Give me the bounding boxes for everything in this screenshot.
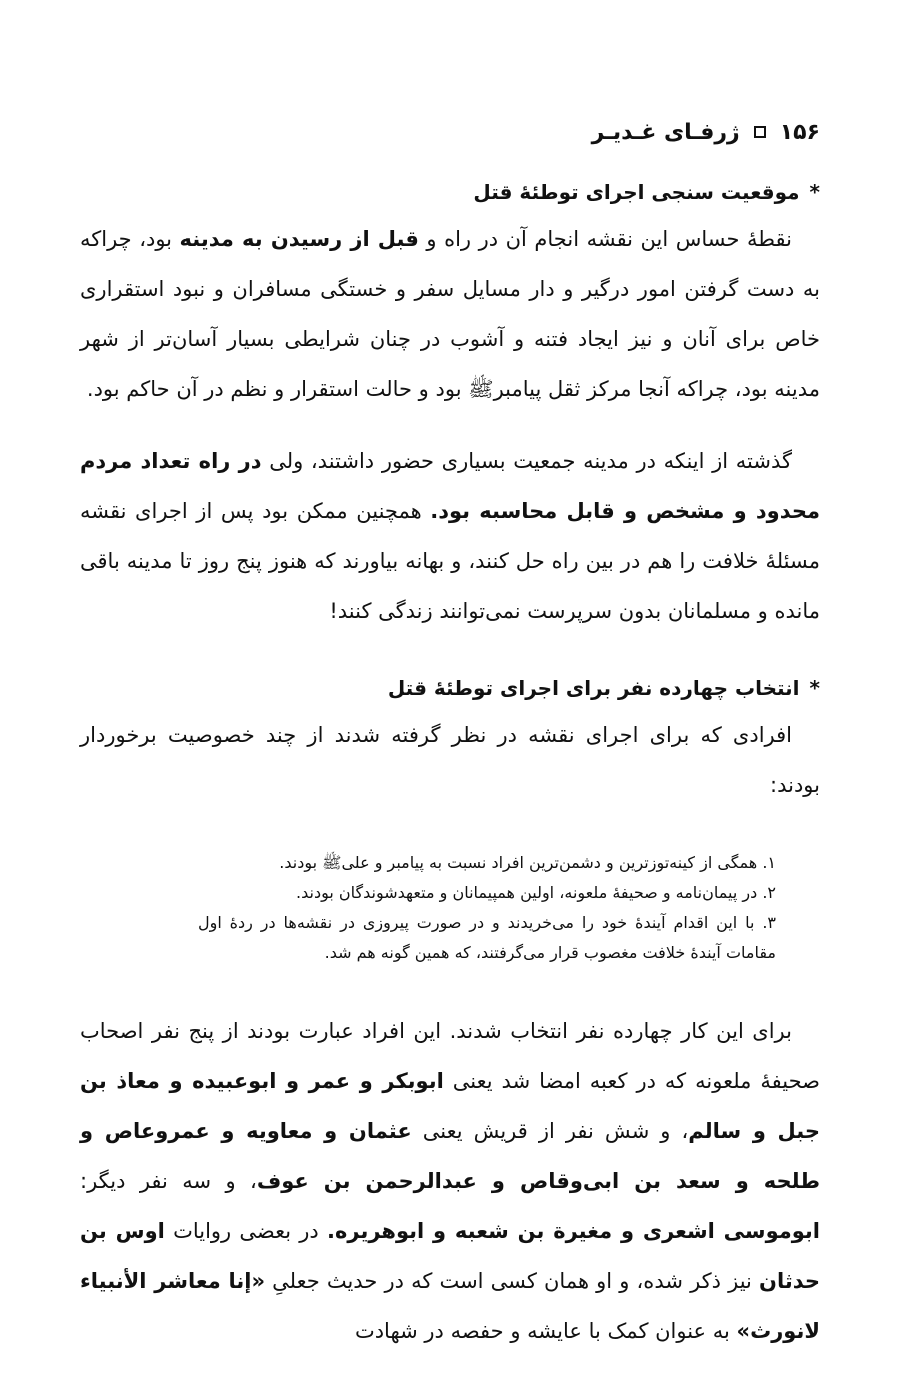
text-run: در بعضی روایات bbox=[164, 1219, 327, 1243]
bold-text: عثمان و معاویه و عمروعاص و طلحه و سعد بن ابی‌وقاص و عبدالرحمن بن عوف bbox=[80, 1119, 820, 1193]
numbered-list bbox=[198, 848, 776, 968]
paragraph: افرادی که برای اجرای نقشه در نظر گرفته شدند از چند خصوصیت برخوردار بودند: bbox=[80, 723, 820, 797]
bold-text: اوس بن حدثان bbox=[80, 1219, 820, 1293]
text-run: برای این کار چهارده نفر انتخاب شدند. این افراد عبارت بودند از پنج نفر اصحاب صحیفهٔ ملعونه که در کعبه امضا شد یعنی bbox=[80, 1019, 820, 1093]
text-run: ، و سه نفر دیگر: bbox=[80, 1169, 257, 1193]
text-run: بود، چراکه به دست گرفتن امور درگیر و دار مسایل سفر و خستگی مسافران و نبود استقراری خاص برای آنان و نیز ایجاد فتنه و آشوب در چنان شرایطی بسیار آسان‌تر از شهر مدینه بود، چراکه آنجا مرکز ثقل پیامبرﷺ بود و حالت استقرار و نظم در آن حاکم بود. bbox=[80, 227, 820, 401]
text-run: نیز ذکر شده، و او همان کسی است که در حدیث جعلیِ bbox=[265, 1269, 760, 1293]
square-separator-icon bbox=[754, 126, 766, 138]
section-title: موقعیت سنجی اجرای توطئهٔ قتل bbox=[473, 180, 800, 204]
document-page bbox=[80, 112, 820, 1356]
page-number: ۱۵۶ bbox=[779, 119, 820, 145]
paragraph bbox=[80, 214, 820, 414]
bold-text: ابوموسی اشعری و مغیرة بن شعبه و ابوهریره. bbox=[327, 1219, 821, 1243]
text-run: به عنوان کمک با عایشه و حفصه در شهادت bbox=[354, 1319, 737, 1343]
bold-text: ابوبکر و عمر و ابوعبیده و معاذ بن جبل و سالم bbox=[80, 1069, 820, 1143]
bold-text: «إنا معاشر الأنبیاء لانورث» bbox=[80, 1269, 820, 1343]
section-title: انتخاب چهارده نفر برای اجرای توطئهٔ قتل bbox=[387, 676, 800, 700]
list-item: ۲. در پیمان‌نامه و صحیفهٔ ملعونه، اولین همپیمانان و متعهدشوندگان بودند. bbox=[296, 883, 776, 902]
paragraph bbox=[80, 436, 820, 636]
book-title: ژرفـای غـدیـر bbox=[591, 119, 740, 145]
text-run: نقطهٔ حساس این نقشه انجام آن در راه و bbox=[418, 227, 792, 251]
text-run: همچنین ممکن بود پس از اجرای نقشه مسئلهٔ خلافت را هم در بین راه حل کنند، و بهانه بیاورند که هنوز پنج روز تا مدینه باقی مانده و مسلمانان بدون سرپرست نمی‌توانند زندگی کنند! bbox=[80, 499, 820, 623]
bold-text: قبل از رسیدن به مدینه bbox=[179, 227, 419, 251]
list-item: ۳. با این اقدام آیندهٔ خود را می‌خریدند و در صورت پیروزی در نقشه‌ها در ردهٔ اول مقامات آیندهٔ خلافت مغصوب قرار می‌گرفتند، که همین گونه هم شد. bbox=[198, 913, 776, 962]
section-heading-timing bbox=[80, 174, 820, 210]
page-header bbox=[80, 112, 820, 152]
text-run: ، و شش نفر از قریش یعنی bbox=[411, 1119, 689, 1143]
text-run: گذشته از اینکه در مدینه جمعیت بسیاری حضور داشتند، ولی bbox=[261, 449, 792, 473]
asterisk-icon: * bbox=[809, 676, 820, 700]
bold-text: در راه تعداد مردم محدود و مشخص و قابل محاسبه بود. bbox=[80, 449, 820, 523]
section-heading-selection bbox=[80, 670, 820, 706]
paragraph bbox=[80, 1006, 820, 1356]
asterisk-icon: * bbox=[809, 180, 820, 204]
list-item: ۱. همگی از کینه‌توزترین و دشمن‌ترین افراد نسبت به پیامبر و علیﷺ بودند. bbox=[279, 853, 776, 872]
